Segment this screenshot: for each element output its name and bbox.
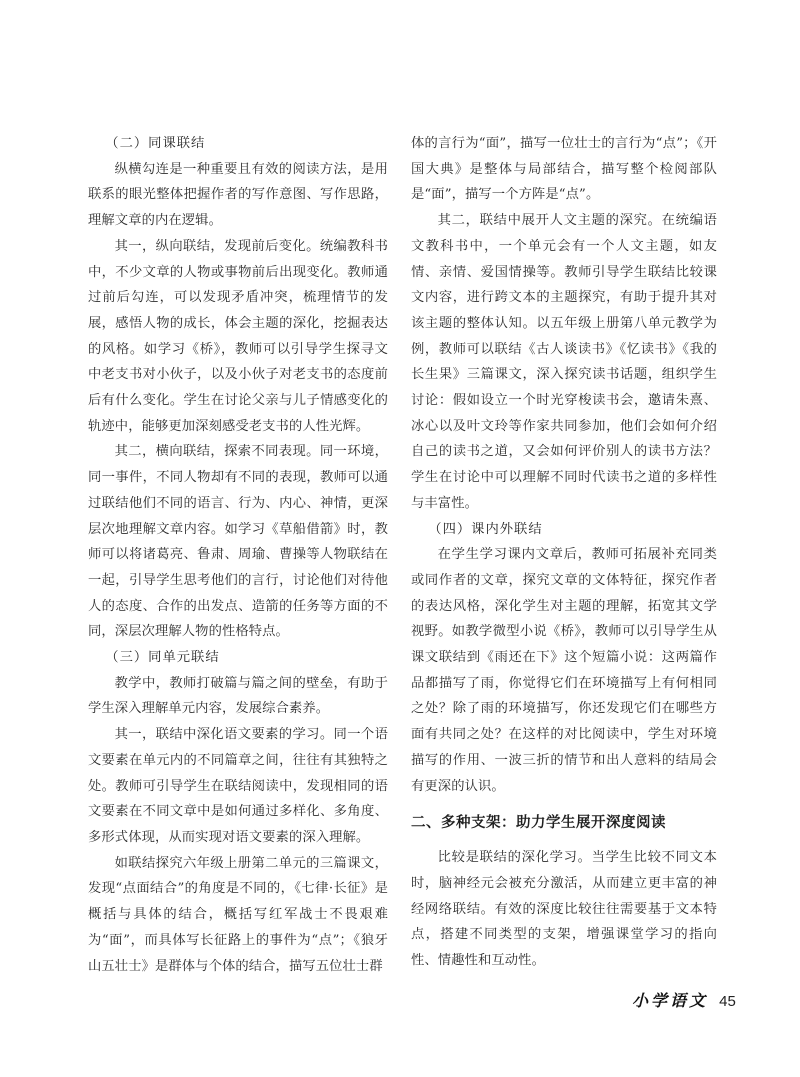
paragraph: 在学生学习课内文章后，教师可拓展补充同类或同作者的文章，探究文章的文体特征，探究作者的表达风格，深化学生对主题的理解，拓宽其文学视野。如教学微型小说《桥》，教师可以引导学生从课文联结到《雨还在下》这个短篇小说：这两篇作品都描写了雨，你觉得它们在环境描写上有何相同之处？除了雨的环境描写，你还发现它们在哪些方面有共同之处？在这样的对比阅读中，学生对环境描写的作用、一波三折的情节和出人意料的结局会有更深的认识。	[411, 547, 717, 794]
paragraph-continued: 体的言行为“面”，描写一位壮士的言行为“点”；《开国大典》是整体与局部结合，描写整个检阅部队是“面”，描写一个方阵是“点”。	[411, 136, 717, 203]
paragraph: 比较是联结的深化学习。当学生比较不同文本时，脑神经元会被充分激活，从而建立更丰富的神经网络联结。有效的深度比较往往需要基于文本特点，搭建不同类型的支架，增强课堂学习的指向性、情趣性和互动性。	[411, 850, 717, 969]
paragraph: 其二，横向联结，探索不同表现。同一环境，同一事件，不同人物却有不同的表现，教师可以通过联结他们不同的语言、行为、内心、神情，更深层次地理解文章内容。如学习《草船借箭》时，教师可以将诸葛亮、鲁肃、周瑜、曹操等人物联结在一起，引导学生思考他们的言行，讨论他们对待他人的态度、合作的出发点、造箭的任务等方面的不同，深层次理解人物的性格特点。	[88, 444, 388, 640]
paragraph: 纵横勾连是一种重要且有效的阅读方法，是用联系的眼光整体把握作者的写作意图、写作思路，理解文章的内在逻辑。	[88, 161, 388, 229]
subheading-in-out-class: （四）课内外联结	[428, 521, 543, 537]
subheading-same-unit: （三）同单元联结	[105, 650, 220, 666]
paragraph: 其一，联结中深化语文要素的学习。同一个语文要素在单元内的不同篇章之间，往往有其独特之处。教师可引导学生在联结阅读中，发现相同的语文要素在不同文章中是如何通过多样化、多角度、多形式体现，从而实现对语文要素的深入理解。	[88, 727, 388, 845]
journal-logo: 小学语文	[632, 991, 709, 1010]
paragraph: 教学中，教师打破篇与篇之间的壁垒，有助于学生深入理解单元内容，发展综合素养。	[88, 675, 388, 717]
paragraph: 如联结探究六年级上册第二单元的三篇课文，发现“点面结合”的角度是不同的，《七律·长征》是概括与具体的结合，概括写红军战士不畏艰难为“面”，而具体写长征路上的事件为“点”；《狼牙山五壮士》是群体与个体的结合，描写五位壮士群	[88, 855, 388, 974]
paragraph: 其一，纵向联结，发现前后变化。统编教科书中，不少文章的人物或事物前后出现变化。教师通过前后勾连，可以发现矛盾冲突，梳理情节的发展，感悟人物的成长，体会主题的深化，挖掘表达的风格。如学习《桥》，教师可以引导学生探寻文中老支书对小伙子，以及小伙子对老支书的态度前后有什么变化。学生在讨论父亲与儿子情感变化的轨迹中，能够更加深刻感受老支书的人性光辉。	[88, 238, 388, 434]
subheading-same-lesson: （二）同课联结	[105, 136, 206, 151]
right-column	[411, 131, 717, 974]
page-number: 45	[719, 993, 736, 1010]
left-column	[88, 131, 388, 979]
section-heading: 二、多种支架：助力学生展开深度阅读	[411, 814, 666, 832]
page-footer	[632, 988, 736, 1012]
paragraph: 其二，联结中展开人文主题的深究。在统编语文教科书中，一个单元会有一个人文主题，如友情、亲情、爱国情操等。教师引导学生联结比较课文内容，进行跨文本的主题探究，有助于提升其对该主题的整体认知。以五年级上册第八单元教学为例，教师可以联结《古人谈读书》《忆读书》《我的长生果》三篇课文，深入探究读书话题，组织学生讨论：假如设立一个时光穿梭读书会，邀请朱熹、冰心以及叶文玲等作家共同参加，他们会如何介绍自己的读书之道，又会如何评价别人的读书方法？学生在讨论中可以理解不同时代读书之道的多样性与丰富性。	[411, 213, 717, 511]
